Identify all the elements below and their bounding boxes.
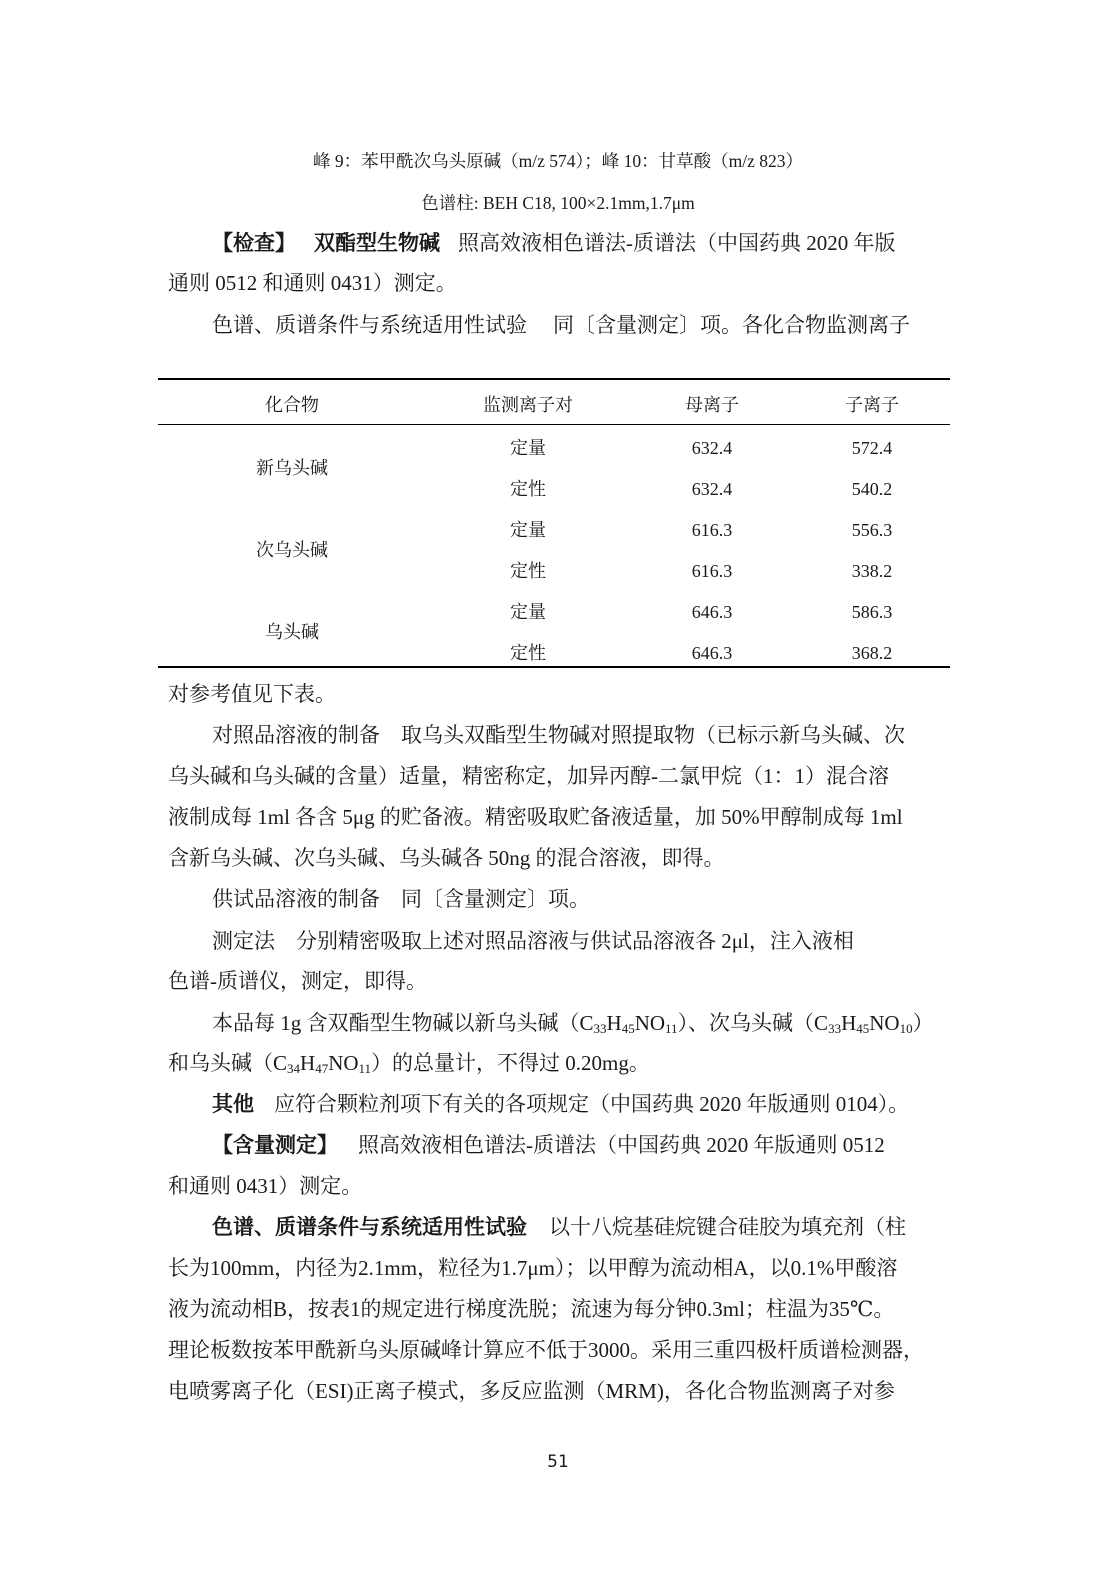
compound-name: 乌头碱 (265, 622, 319, 642)
figure-caption-column: 色谱柱: BEH C18, 100×2.1mm,1.7μm (421, 193, 695, 213)
check-text: 照高效液相色谱法-质谱法（中国药典 2020 年版 (458, 231, 896, 255)
daughter-ion: 338.2 (851, 561, 893, 581)
method-line: 色谱-质谱仪，测定，即得。 (168, 969, 427, 993)
reference-solution-line: 对照品溶液的制备 取乌头双酯型生物碱对照提取物（已标示新乌头碱、次 (212, 723, 905, 747)
daughter-ion: 586.3 (851, 602, 893, 622)
table-header-compound: 化合物 (265, 395, 319, 415)
assay-conditions-line: 理论板数按苯甲酰新乌头原碱峰计算应不低于3000。采用三重四极杆质谱检测器， (168, 1338, 924, 1362)
other-text: 应符合颗粒剂项下有关的各项规定（中国药典 2020 年版通则 0104）。 (274, 1092, 910, 1116)
check-conditions-text: 同〔含量测定〕项。各化合物监测离子 (553, 313, 910, 337)
compound-name: 次乌头碱 (256, 540, 328, 560)
reference-solution-line: 液制成每 1ml 各含 5μg 的贮备液。精密吸取贮备液适量，加 50%甲醇制成每 1ml (168, 805, 903, 829)
check-conditions-label: 色谱、质谱条件与系统适用性试验 (212, 313, 527, 337)
content-limit-line: 本品每 1g 含双酯型生物碱以新乌头碱$(C_{33}H_{45}NO_{11})$、次乌头碱$(C_{33}H_{45}NO_{10})$ (212, 1011, 934, 1036)
assay-text: 照高效液相色谱法-质谱法（中国药典 2020 年版通则 0512 (358, 1133, 885, 1157)
daughter-ion: 540.2 (851, 479, 893, 499)
reference-solution-line: 含新乌头碱、次乌头碱、乌头碱各 50ng 的混合溶液，即得。 (168, 846, 725, 870)
reference-solution-line: 乌头碱和乌头碱的含量）适量，精密称定，加异丙醇-二氯甲烷（1：1）混合溶 (168, 764, 889, 788)
check-conditions (212, 310, 910, 340)
ion-pair-type: 定量 (510, 602, 546, 622)
sample-solution-text: 供试品溶液的制备 同〔含量测定〕项。 (212, 887, 590, 911)
daughter-ion: 556.3 (851, 520, 893, 540)
figure-caption-peaks: 峰 9：苯甲酰次乌头原碱（m/z 574）；峰 10：甘草酸（m/z 823） (313, 151, 803, 171)
table-header-rule (158, 424, 950, 425)
check-heading: 【检查】 (212, 232, 296, 255)
assay-conditions-label: 色谱、质谱条件与系统适用性试验 (212, 1216, 527, 1239)
assay-conditions-line (212, 1212, 906, 1243)
assay-conditions-text: 以十八烷基硅烷键合硅胶为填充剂（柱 (549, 1215, 906, 1239)
daughter-ion: 368.2 (851, 643, 893, 663)
parent-ion: 646.3 (691, 602, 733, 622)
other-paragraph (212, 1089, 909, 1120)
table-continuation-text: 对参考值见下表。 (168, 682, 336, 706)
ion-pair-type: 定性 (510, 561, 546, 581)
assay-text-cont: 和通则 0431）测定。 (168, 1174, 363, 1198)
check-term: 双酯型生物碱 (314, 232, 440, 255)
assay-conditions-line: 液为流动相B，按表1的规定进行梯度洗脱；流速为每分钟0.3ml；柱温为35℃。 (168, 1297, 895, 1321)
table-bottom-rule (158, 666, 950, 668)
ion-pair-type: 定性 (510, 643, 546, 663)
parent-ion: 616.3 (691, 561, 733, 581)
check-text-cont: 通则 0512 和通则 0431）测定。 (168, 271, 457, 295)
parent-ion: 632.4 (691, 438, 733, 458)
table-top-rule (158, 378, 950, 380)
daughter-ion: 572.4 (851, 438, 893, 458)
table-header-daughter-ion: 子离子 (845, 395, 899, 415)
ion-pair-type: 定性 (510, 479, 546, 499)
parent-ion: 646.3 (691, 643, 733, 663)
page-number: 51 (547, 1452, 569, 1472)
compound-name: 新乌头碱 (256, 458, 328, 478)
table-header-ion-pair: 监测离子对 (483, 395, 573, 415)
content-limit-line: 和乌头碱$(C_{34}H_{47}NO_{11})$的总量计，不得过 0.20mg。 (168, 1051, 650, 1076)
table-header-parent-ion: 母离子 (685, 395, 739, 415)
method-line: 测定法 分别精密吸取上述对照品溶液与供试品溶液各 2μl，注入液相 (212, 929, 854, 953)
ion-pair-type: 定量 (510, 520, 546, 540)
assay-conditions-line: 长为100mm，内径为2.1mm，粒径为1.7μm）；以甲醇为流动相A，以0.1%甲酸溶 (168, 1256, 898, 1280)
ion-pair-type: 定量 (510, 438, 546, 458)
other-label: 其他 (212, 1093, 254, 1116)
assay-conditions-line: 电喷雾离子化（ESI)正离子模式，多反应监测（MRM)，各化合物监测离子对参 (168, 1379, 895, 1403)
assay-heading: 【含量测定】 (212, 1134, 338, 1157)
parent-ion: 616.3 (691, 520, 733, 540)
parent-ion: 632.4 (691, 479, 733, 499)
assay-paragraph (212, 1130, 885, 1161)
check-paragraph (212, 228, 896, 259)
